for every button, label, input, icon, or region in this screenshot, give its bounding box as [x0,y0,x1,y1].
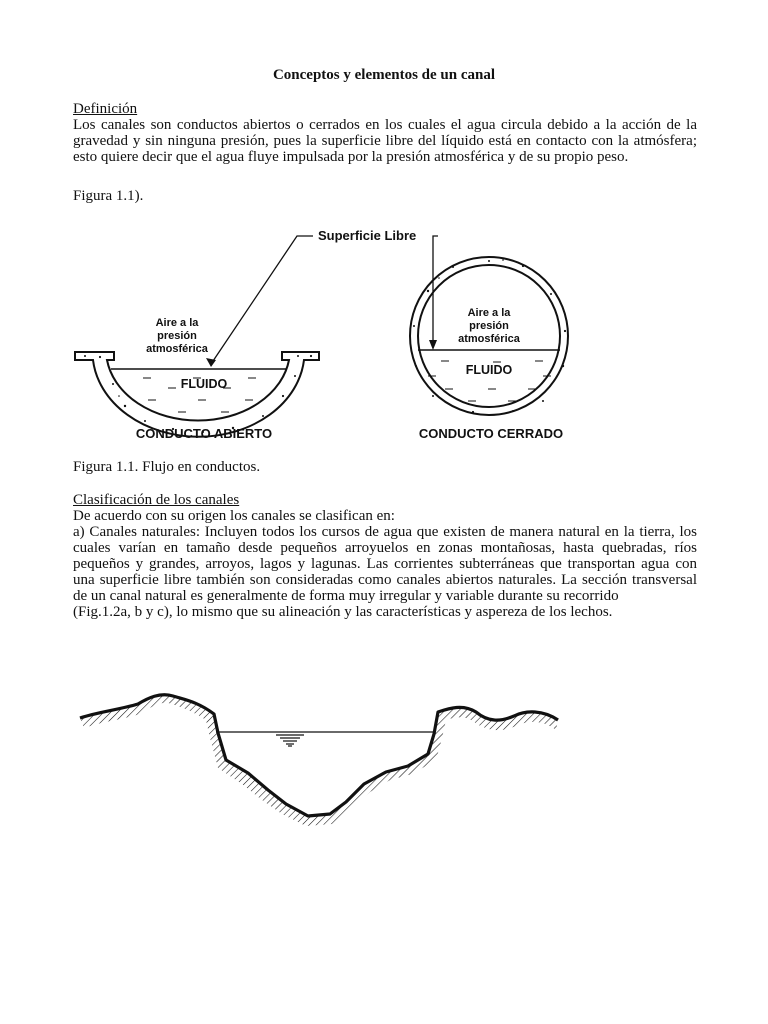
free-surface-label: Superficie Libre [318,228,417,243]
figure-flow-conduits [73,206,603,446]
page-title: Conceptos y elementos de un canal [272,67,496,83]
canales-naturales-paragraph [73,524,697,620]
free-surface-leader-open [211,236,313,364]
closed-conduit-fluid-label: FLUIDO [465,363,513,377]
paragraph-line: esto quiere decir que el agua fluye impulsada por la presión atmosférica y de su propio peso. [73,149,629,165]
paragraph-line: Los canales son conductos abiertos o cerrados en los cuales el agua circula debido a la acción de la [73,117,697,133]
paragraph-line: gravedad y sin ninguna presión, pues la superficie libre del líquido está en contacto con la atmósfera; [73,133,697,149]
open-conduit-caption: CONDUCTO ABIERTO [135,426,273,441]
paragraph-line: pequeños y grandes, arroyos, lagos y lagunas. Las corrientes subterráneas que transportan agua con [73,556,697,572]
clasificacion-heading: Clasificación de los canales [73,492,240,508]
paragraph-line: cuales varían en tamaño desde pequeños arroyuelos en zonas montañosas, hasta quebradas, ríos [73,540,697,556]
open-conduit-air-label-line2: presión [157,330,197,342]
closed-conduit-air-label-line2: presión [469,320,509,332]
clasificacion-intro: De acuerdo con su origen los canales se clasifican en: [73,508,395,524]
open-conduit-air-label-line3: atmosférica [146,343,208,355]
natural-channel-ground-hatch [80,695,558,826]
closed-conduit-air-label-line3: atmosférica [458,333,520,345]
natural-channel-drawing [78,688,568,828]
figure-flow-conduits-drawing [73,206,603,446]
water-level-symbol [276,735,304,746]
figure-caption: Figura 1.1. Flujo en conductos. [73,459,261,475]
open-conduit-air-label-line1: Aire a la [155,317,199,329]
paragraph-line: de un canal natural es generalmente de forma muy irregular y variable durante su recorrido [73,588,619,604]
definicion-paragraph [73,117,697,165]
closed-conduit-caption: CONDUCTO CERRADO [418,426,564,441]
natural-channel-profile [80,695,558,816]
paragraph-line: una superficie libre también son consideradas como canales abiertos naturales. La sección transversal [73,572,697,588]
paragraph-line: (Fig.1.2a, b y c), lo mismo que su alineación y las características y aspereza de los lechos. [73,604,613,620]
figure-reference: Figura 1.1). [73,188,144,204]
figure-natural-channel [78,688,568,828]
open-conduit-fluid-label: FLUIDO [180,377,228,391]
paragraph-line: a) Canales naturales: Incluyen todos los cursos de agua que existen de manera natural en la tierra, los [73,524,697,540]
closed-conduit-air-label-line1: Aire a la [467,307,511,319]
definicion-heading: Definición [73,101,138,117]
